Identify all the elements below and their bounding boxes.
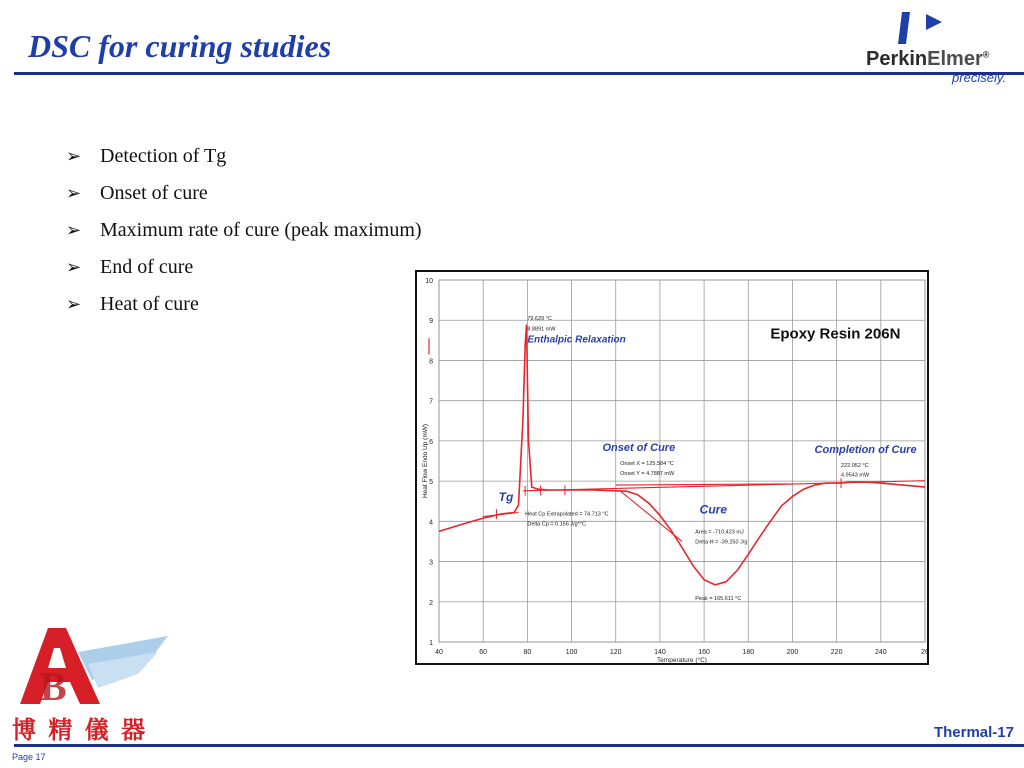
bullet-arrow-icon: ➢ (66, 257, 82, 277)
bullet-text: Heat of cure (100, 293, 199, 315)
perkinelmer-wordmark (866, 48, 989, 71)
annotation-label: Delta H = -39.250 J/g (695, 539, 748, 546)
y-tick-label: 6 (429, 438, 433, 446)
x-tick-label: 200 (786, 649, 799, 656)
y-tick-label: 5 (429, 479, 433, 487)
y-tick-label: 2 (429, 599, 433, 607)
y-tick-label: 1 (429, 640, 433, 647)
annotation-label: Peak = 165.611 °C (695, 595, 742, 602)
bullet-text: Detection of Tg (100, 145, 227, 167)
bojing-logo-text: 博 精 儀 器 (12, 715, 148, 744)
x-axis-label: Temperature (°C) (657, 657, 707, 664)
annotation-label: 79.629 °C (527, 316, 552, 323)
x-tick-label: 120 (609, 649, 622, 656)
annotation-label: 222.052 °C (841, 463, 869, 470)
x-tick-label: 80 (523, 649, 532, 656)
x-tick-label: 240 (874, 649, 887, 656)
y-axis-label: Heat Flow Endo Up (mW) (422, 423, 429, 499)
y-tick-label: 8 (429, 358, 433, 366)
chart-title: Epoxy Resin 206N (770, 325, 901, 343)
annotation-label: 4.9543 mW (841, 472, 870, 479)
annotation-label: Cure (699, 502, 728, 517)
annotation-label: Tg (498, 490, 514, 505)
y-tick-label: 10 (425, 278, 433, 285)
bullet-text: Onset of cure (100, 182, 208, 204)
x-tick-label: 100 (565, 649, 578, 656)
x-tick-label: 40 (435, 649, 443, 656)
bullet-list (66, 143, 422, 328)
bullet-item (66, 291, 422, 328)
brand-elmer: Elmer (927, 48, 983, 70)
bullet-item (66, 217, 422, 254)
x-tick-label: 180 (742, 649, 755, 656)
x-tick-label: 60 (479, 649, 488, 656)
dsc-chart-svg (417, 272, 927, 663)
annotation-label: Onset X = 125.584 °C (620, 461, 674, 468)
slide-title: DSC for curing studies (28, 28, 332, 64)
x-tick-label: 26 (921, 649, 929, 656)
annotation-label: Enthalpic Relaxation (527, 334, 626, 346)
annotation-label: Heat Cp Extrapolated = 74.713 °C (525, 511, 609, 518)
brand-perkin: Perkin (866, 48, 928, 70)
x-tick-label: 160 (698, 649, 710, 656)
x-tick-label: 220 (830, 649, 843, 656)
bullet-arrow-icon: ➢ (66, 220, 82, 240)
bojing-logo (8, 622, 178, 742)
bullet-arrow-icon: ➢ (66, 183, 82, 203)
annotation-label: 8.8891 mW (527, 326, 556, 333)
bullet-arrow-icon: ➢ (66, 146, 82, 166)
annotation-label: Completion of Cure (814, 443, 917, 456)
annotation-label: Onset Y = 4.7887 mW (620, 471, 675, 478)
svg-text:B: B (40, 664, 67, 709)
y-tick-label: 4 (429, 519, 433, 527)
footer-rule (14, 744, 1024, 747)
y-tick-label: 7 (429, 398, 433, 406)
perkinelmer-mark-icon (866, 4, 1016, 48)
annotation-label: Area = -710.423 mJ (695, 529, 744, 536)
annotation-label: Onset of Cure (602, 441, 676, 454)
bullet-arrow-icon: ➢ (66, 294, 82, 314)
bullet-item (66, 143, 422, 180)
bullet-item (66, 254, 422, 291)
page-number: Page 17 (12, 752, 46, 762)
bullet-text: Maximum rate of cure (peak maximum) (100, 219, 422, 241)
x-tick-label: 140 (654, 649, 666, 656)
dsc-chart (415, 270, 929, 665)
perkinelmer-logo (866, 4, 1016, 84)
brand-tagline: precisely. (952, 70, 1006, 85)
bullet-item (66, 180, 422, 217)
y-tick-label: 3 (429, 559, 433, 567)
y-tick-label: 9 (429, 318, 433, 326)
bullet-text: End of cure (100, 256, 194, 278)
brand-registered: ® (982, 49, 990, 60)
section-tag: Thermal-17 (933, 724, 1014, 741)
annotation-label: Delta Cp = 0.156 J/g*°C (527, 521, 586, 528)
